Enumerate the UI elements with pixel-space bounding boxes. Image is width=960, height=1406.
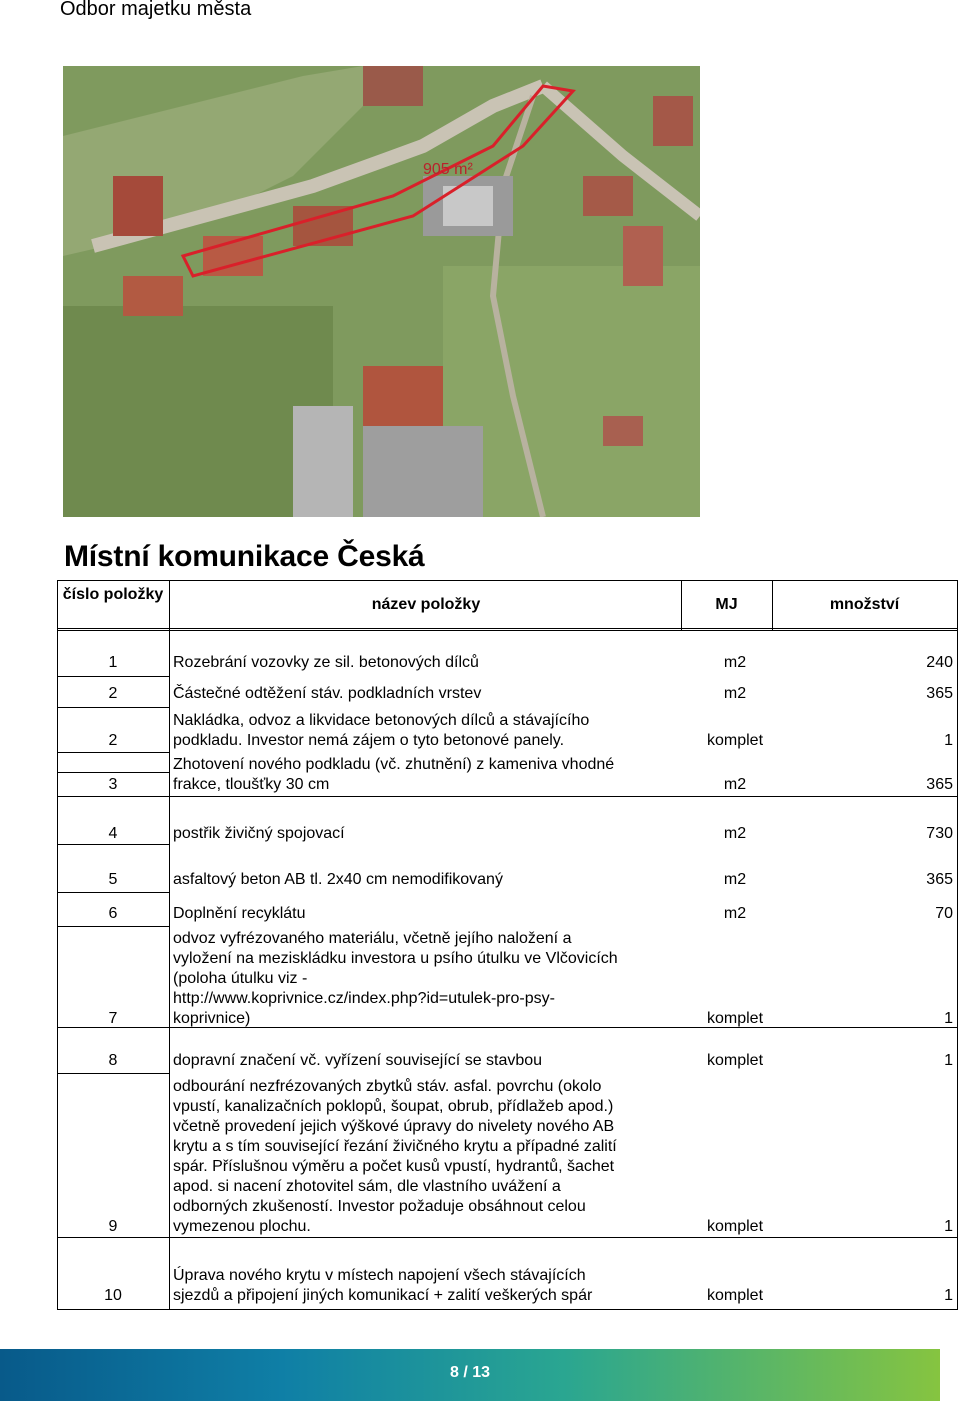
row-name-line: sjezdů a připojení jiných komunikací + zalití veškerých spár	[173, 1287, 593, 1304]
header-unit: MJ	[715, 596, 738, 613]
table-col-divider-1	[169, 580, 170, 1310]
area-label: 905 m²	[423, 161, 473, 178]
row-name-line: Doplnění recyklátu	[173, 905, 306, 922]
row-number: 2	[108, 685, 118, 702]
row-number: 8	[108, 1052, 118, 1069]
header-number: číslo položky	[62, 586, 164, 603]
row-name-line: Rozebrání vozovky ze sil. betonových dílců	[173, 654, 479, 671]
table-border-top	[57, 580, 958, 581]
row-name-line: podkladu. Investor nemá zájem o tyto betonové panely.	[173, 732, 565, 749]
row-name-line: asfaltový beton AB tl. 2x40 cm nemodifikovaný	[173, 871, 503, 888]
row-unit: m2	[723, 654, 747, 671]
department-header: Odbor majetku města	[60, 0, 252, 20]
row-name-line: včetně provedení jejich výškové úpravy do nivelety nového AB	[173, 1118, 615, 1135]
table-border-bottom	[57, 1309, 958, 1310]
header-quantity: množství	[829, 596, 900, 613]
section-title: Místní komunikace Česká	[64, 540, 425, 573]
row-unit: komplet	[706, 1287, 764, 1304]
row-name-line: vyložení na meziskládku investora u psího útulku ve Vlčovicích	[173, 950, 618, 967]
row-name-line: odbourání nezfrézovaných zbytků stáv. asfal. povrchu (okolo	[173, 1078, 602, 1095]
row-name-line: Zhotovení nového podkladu (vč. zhutnění) z kameniva vhodné	[173, 756, 615, 773]
row-number: 10	[104, 1287, 122, 1304]
row-name-line: Nakládka, odvoz a likvidace betonových dílců a stávajícího	[173, 712, 590, 729]
aerial-photo	[63, 66, 700, 517]
items-table	[57, 580, 958, 1310]
row-name-line: koprivnice)	[173, 1010, 251, 1027]
table-header-divider	[57, 628, 958, 629]
row-quantity: 365	[926, 776, 953, 793]
row-name-line: frakce, tloušťky 30 cm	[173, 776, 330, 793]
row-unit: m2	[723, 905, 747, 922]
row-unit: komplet	[706, 1052, 764, 1069]
row-number: 1	[108, 654, 118, 671]
row-quantity: 365	[926, 871, 953, 888]
row-name-line: vymezenou plochu.	[173, 1218, 311, 1235]
row-unit: m2	[723, 685, 747, 702]
row-number: 2	[108, 732, 118, 749]
row-quantity: 70	[935, 905, 953, 922]
row-name-line: Částečné odtěžení stáv. podkladních vrstev	[173, 685, 482, 702]
row-number: 3	[108, 776, 118, 793]
row-name-line: Úprava nového krytu v místech napojení všech stávajících	[173, 1267, 586, 1284]
row-name-line: vpustí, kanalizačních poklopů, šoupat, obrub, přídlažeb apod.)	[173, 1098, 614, 1115]
row-quantity: 1	[944, 1287, 953, 1304]
row-quantity: 1	[944, 1010, 953, 1027]
table-header-divider-double	[57, 630, 958, 631]
row-name-line: (poloha útulku viz -	[173, 970, 308, 987]
footer-bar	[0, 1349, 940, 1401]
row-unit: m2	[723, 825, 747, 842]
row-name-line: krytu a s tím související řezání živičného krytu a případné zalití	[173, 1138, 617, 1155]
row-quantity: 1	[944, 1218, 953, 1235]
row-unit: komplet	[706, 1010, 764, 1027]
row-name-line: apod. si nacení zhotovitel sám, dle vlastního uvážení a	[173, 1178, 561, 1195]
row-unit: m2	[723, 776, 747, 793]
row-unit: komplet	[706, 732, 764, 749]
row-name-line: odborných zkušeností. Investor požaduje obsáhnout celou	[173, 1198, 586, 1215]
row-quantity: 730	[926, 825, 953, 842]
page-number: 8 / 13	[449, 1364, 491, 1381]
header-name: název položky	[371, 596, 481, 613]
row-unit: m2	[723, 871, 747, 888]
row-quantity: 1	[944, 732, 953, 749]
row-number: 9	[108, 1218, 118, 1235]
row-name-line: odvoz vyfrézovaného materiálu, včetně jejího naložení a	[173, 930, 572, 947]
row-number: 7	[108, 1010, 118, 1027]
row-number: 5	[108, 871, 118, 888]
table-border-right	[957, 580, 958, 1310]
row-quantity: 240	[926, 654, 953, 671]
row-name-line: dopravní značení vč. vyřízení související se stavbou	[173, 1052, 543, 1069]
row-name-line: http://www.koprivnice.cz/index.php?id=utulek-pro-psy-	[173, 990, 555, 1007]
row-quantity: 365	[926, 685, 953, 702]
row-number: 4	[108, 825, 118, 842]
row-name-line: postřik živičný spojovací	[173, 825, 345, 842]
row-quantity: 1	[944, 1052, 953, 1069]
row-name-line: spár. Příslušnou výměru a počet kusů vpustí, hydrantů, šachet	[173, 1158, 615, 1175]
row-unit: komplet	[706, 1218, 764, 1235]
row-number: 6	[108, 905, 118, 922]
aerial-map-image	[63, 66, 700, 517]
